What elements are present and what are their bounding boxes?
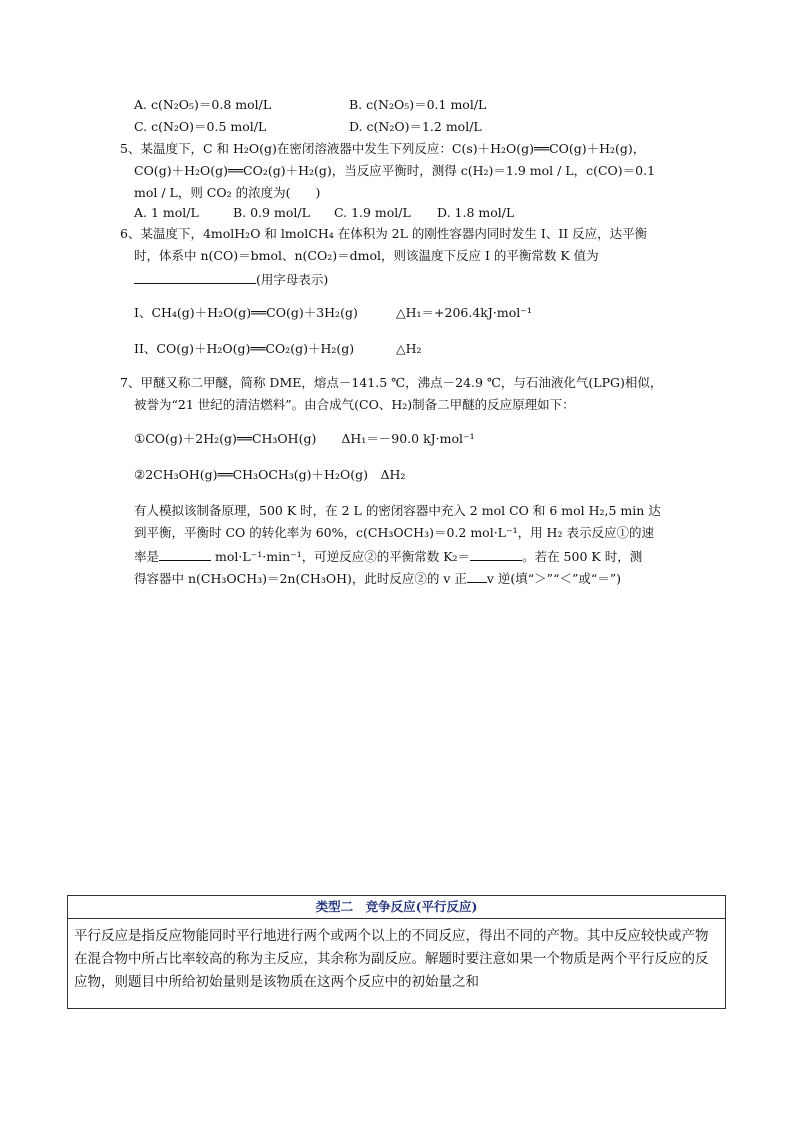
q7-line-2: 被誉为“21 世纪的清洁燃料”。由合成气(CO、H₂)制备二甲醚的反应原理如下： — [134, 397, 575, 412]
q7-reaction-2: ②2CH₃OH(g)══CH₃OCH₃(g)＋H₂O(g) ΔH₂ — [134, 467, 406, 482]
q6-line-2: 时，体系中 n(CO)＝bmol、n(CO₂)＝dmol，则该温度下反应 I 的平衡常数 K 值为 — [134, 248, 599, 263]
q7-line-1: 7、甲醚又称二甲醚，简称 DME，熔点－141.5 ℃，沸点－24.9 ℃，与石油液化气(LPG)相似， — [120, 375, 663, 390]
q6-dh1: △H₁＝+206.4kJ·mol⁻¹ — [396, 305, 532, 320]
q6-answer-blank[interactable] — [134, 269, 256, 284]
choice-d-top: D. c(N₂O)＝1.2 mol/L — [349, 119, 482, 134]
q7-paragraph-line-1: 有人模拟该制备原理，500 K 时，在 2 L 的密闭容器中充入 2 mol CO 和 6 mol H₂,5 min 达 — [134, 503, 661, 518]
q7-v-forward: 得容器中 n(CH₃OCH₃)＝2n(CH₃OH)，此时反应②的 v 正 — [134, 571, 467, 586]
q7-compare-blank[interactable] — [467, 568, 487, 583]
q7-line3-tail: 。若在 500 K 时，测 — [522, 549, 643, 564]
q5-choice-b: B. 0.9 mol/L — [233, 205, 310, 220]
q6-line-1: 6、某温度下，4molH₂O 和 lmolCH₄ 在体积为 2L 的刚性容器内同时发生 I、II 反应，达平衡 — [120, 226, 648, 241]
q5-choice-a: A. 1 mol/L — [134, 205, 199, 220]
q5-line-1: 5、某温度下，C 和 H₂O(g)在密闭溶液器中发生下列反应：C(s)＋H₂O(g)══CO(g)＋H₂(g)， — [120, 141, 646, 156]
choice-c-top: C. c(N₂O)＝0.5 mol/L — [134, 119, 267, 134]
q6-reaction-2: II、CO(g)＋H₂O(g)══CO₂(g)＋H₂(g) — [134, 341, 355, 356]
note-box-body: 平行反应是指反应物能同时平行地进行两个或两个以上的不同反应，得出不同的产物。其中反应较快或产物在混合物中所占比率较高的称为主反应，其余称为副反应。解题时要注意如果一个物质是两个平行反应的反应物，则题目中所给初始量则是该物质在这两个反应中的初始量之和 — [74, 928, 709, 990]
q7-k2-blank[interactable] — [470, 546, 522, 561]
choice-b-top: B. c(N₂O₅)＝0.1 mol/L — [349, 97, 487, 112]
q6-line-3 — [134, 269, 328, 289]
q7-reaction-1: ①CO(g)＋2H₂(g)══CH₃OH(g) ΔH₁＝－90.0 kJ·mol⁻¹ — [134, 431, 475, 446]
q6-dh2: △H₂ — [396, 341, 422, 356]
q5-choice-d: D. 1.8 mol/L — [437, 205, 515, 220]
q7-paragraph-line-4 — [134, 568, 621, 588]
q7-rate-blank[interactable] — [159, 546, 211, 561]
q5-choice-c: C. 1.9 mol/L — [334, 205, 411, 220]
q7-rate-suffix: mol·L⁻¹·min⁻¹，可逆反应②的平衡常数 K₂＝ — [215, 549, 471, 564]
q6-reaction-1: I、CH₄(g)＋H₂O(g)══CO(g)＋3H₂(g) — [134, 305, 358, 320]
q7-v-reverse: v 逆(填“＞”“＜”或“＝”) — [486, 571, 622, 586]
q6-line-3-suffix: (用字母表示) — [256, 272, 329, 287]
q7-paragraph-line-2: 到平衡，平衡时 CO 的转化率为 60%，c(CH₃OCH₃)＝0.2 mol·L⁻¹，用 H₂ 表示反应①的速 — [134, 525, 654, 540]
note-box-title: 类型二 竞争反应(平行反应) — [68, 896, 725, 919]
q7-paragraph-line-3 — [134, 546, 642, 566]
q7-rate-prefix: 率是 — [134, 549, 160, 564]
type-two-note-box — [67, 895, 726, 1009]
q5-line-3: mol / L，则 CO₂ 的浓度为( ) — [134, 185, 321, 200]
choice-a-top: A. c(N₂O₅)＝0.8 mol/L — [134, 97, 272, 112]
q5-line-2: CO(g)＋H₂O(g)══CO₂(g)＋H₂(g)，当反应平衡时，测得 c(H₂)＝1.9 mol / L，c(CO)＝0.1 — [134, 163, 656, 178]
